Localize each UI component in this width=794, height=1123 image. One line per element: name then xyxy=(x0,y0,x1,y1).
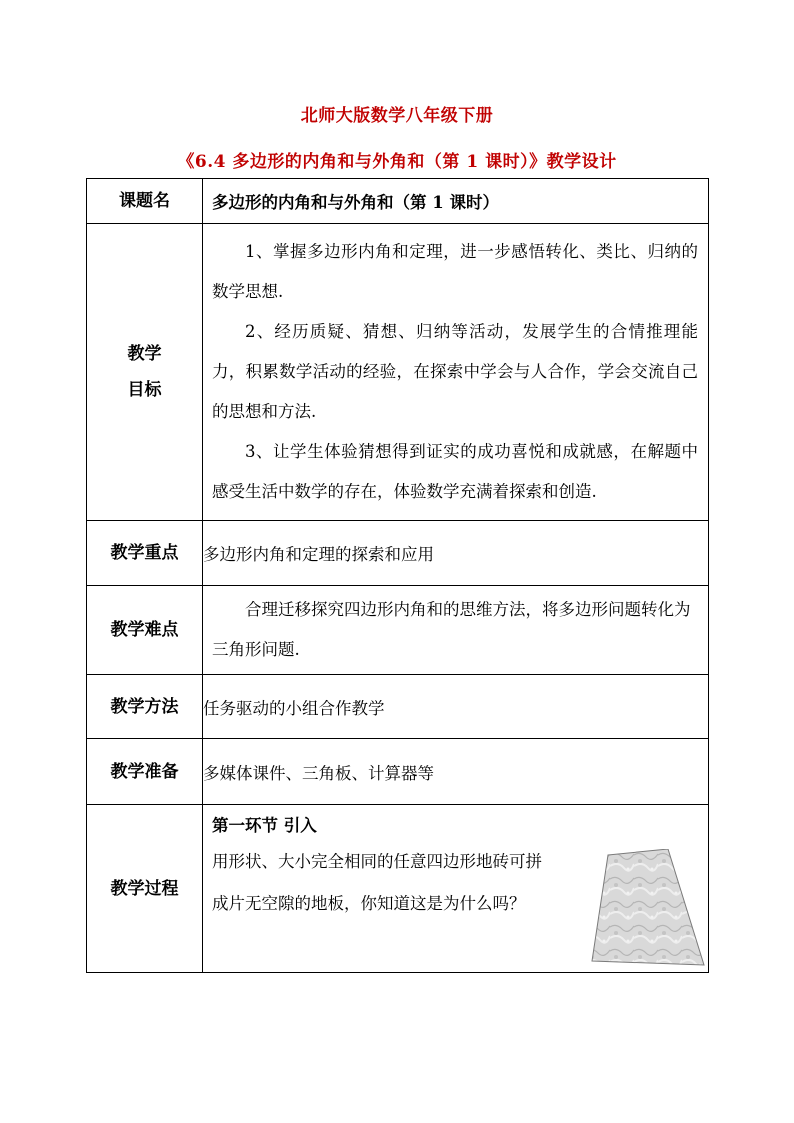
table-row-topic xyxy=(87,179,709,224)
goals-label-line1: 教学 xyxy=(127,344,162,364)
process-label: 教学过程 xyxy=(87,805,203,973)
goal-item: 2、经历质疑、猜想、归纳等活动，发展学生的合情推理能力，积累数学活动的经验，在探索中学会与人合作，学会交流自己的思想和方法. xyxy=(212,322,698,421)
table-row-method xyxy=(87,675,709,739)
document-subtitle: 《6.4 多边形的内角和与外角和（第 1 课时）》教学设计 xyxy=(177,152,617,172)
table-row-key-point xyxy=(87,521,709,586)
key-point-value: 多边形内角和定理的探索和应用 xyxy=(203,521,709,586)
process-content xyxy=(203,805,709,973)
table-row-goals xyxy=(87,224,709,521)
preparation-label: 教学准备 xyxy=(87,739,203,805)
difficulty-value: 合理迁移探究四边形内角和的思维方法，将多边形问题转化为三角形问题. xyxy=(212,600,691,659)
goal-item: 1、掌握多边形内角和定理，进一步感悟转化、类比、归纳的数学思想. xyxy=(212,242,698,301)
process-section-title: 第一环节 引入 xyxy=(212,816,317,835)
method-label: 教学方法 xyxy=(87,675,203,739)
table-row-preparation xyxy=(87,739,709,805)
goals-label-line2: 目标 xyxy=(127,380,162,400)
lesson-plan-table xyxy=(86,178,709,973)
goals-label xyxy=(87,224,203,521)
process-text: 用形状、大小完全相同的任意四边形地砖可拼成片无空隙的地板，你知道这是为什么吗？ xyxy=(212,852,542,913)
goal-item: 3、让学生体验猜想得到证实的成功喜悦和成就感，在解题中感受生活中数学的存在，体验数学充满着探索和创造. xyxy=(212,442,698,501)
table-row-process xyxy=(87,805,709,973)
table-row-difficulty xyxy=(87,586,709,675)
difficulty-label: 教学难点 xyxy=(87,586,203,675)
topic-label: 课题名 xyxy=(87,179,203,224)
marble-tile-image xyxy=(586,849,710,969)
topic-value: 多边形的内角和与外角和（第 1 课时） xyxy=(203,179,709,224)
method-value: 任务驱动的小组合作教学 xyxy=(203,675,709,739)
goals-content xyxy=(203,224,709,521)
key-point-label: 教学重点 xyxy=(87,521,203,586)
preparation-value: 多媒体课件、三角板、计算器等 xyxy=(203,739,709,805)
document-title: 北师大版数学八年级下册 xyxy=(300,106,494,126)
difficulty-content xyxy=(203,586,709,675)
